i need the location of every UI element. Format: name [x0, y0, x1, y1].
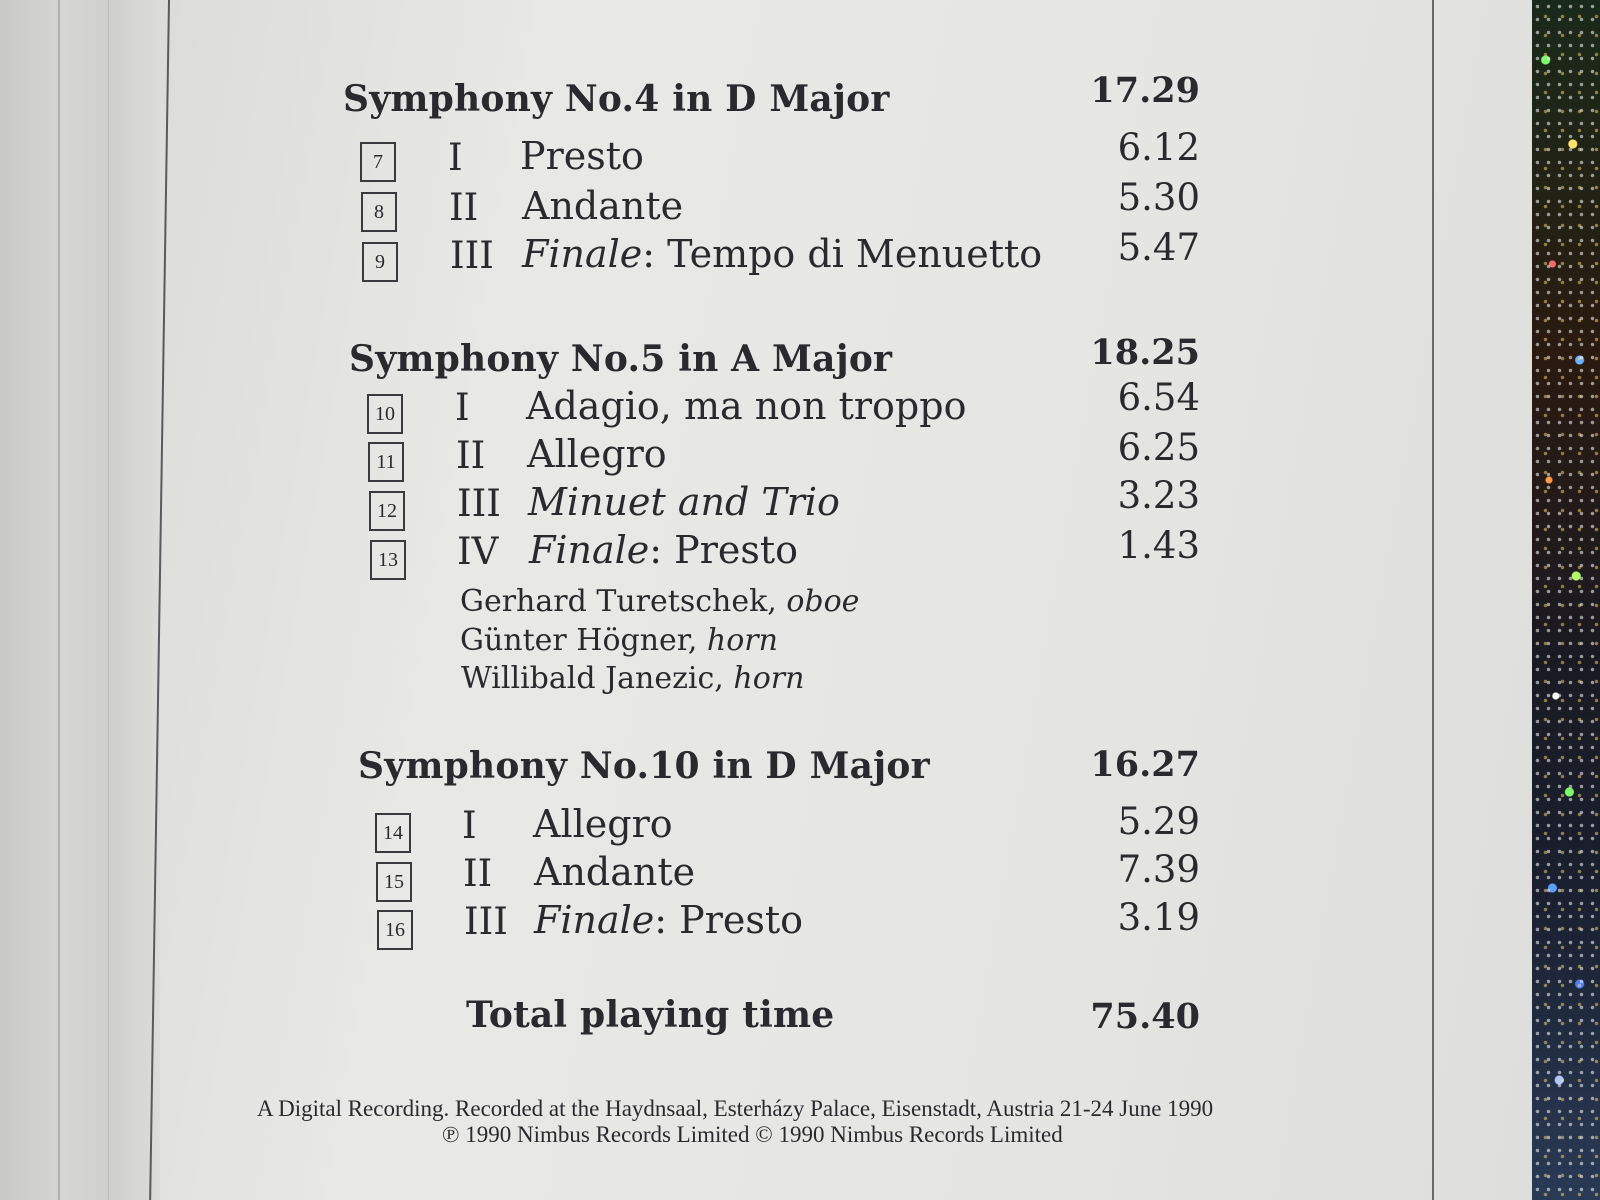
track-number: 10 [367, 394, 403, 434]
movement-name: Finale: Presto [534, 898, 804, 942]
movement-time: 6.12 [1117, 126, 1200, 169]
movement-name: Allegro [527, 432, 667, 476]
movement-name: Finale: Tempo di Menuetto [522, 232, 1043, 276]
movement-numeral: IV [457, 530, 499, 573]
movement-numeral: III [457, 482, 501, 525]
movement-numeral: II [463, 852, 493, 895]
total-playing-label: Total playing time [466, 994, 835, 1036]
symphony-title: Symphony No.10 in D Major [358, 745, 930, 787]
movement-name: Minuet and Trio [528, 480, 840, 524]
movement-time: 5.47 [1117, 226, 1200, 269]
track-number: 7 [360, 142, 396, 182]
track-number: 15 [376, 862, 412, 902]
movement-name: Andante [534, 850, 696, 894]
movement-numeral: I [462, 804, 477, 847]
performer-credit: Willibald Janezic, horn [461, 661, 805, 696]
booklet-stack-edge [0, 0, 160, 1200]
performer-credit: Günter Högner, horn [460, 623, 778, 658]
movement-time: 3.19 [1117, 896, 1200, 939]
movement-numeral: II [456, 434, 486, 477]
track-number: 12 [369, 491, 405, 531]
track-number: 11 [368, 442, 404, 482]
movement-name: Adagio, ma non troppo [526, 384, 967, 428]
movement-time: 7.39 [1117, 848, 1200, 891]
symphony-total-time: 16.27 [1090, 744, 1200, 785]
page-border-right [1432, 0, 1434, 1200]
total-playing-time: 75.40 [1090, 996, 1200, 1037]
movement-name: Presto [520, 134, 644, 178]
track-number: 14 [375, 813, 411, 853]
page-edge-line [58, 0, 60, 1200]
sparkle-pattern [1532, 0, 1600, 1200]
movement-name: Andante [522, 184, 684, 228]
movement-time: 6.54 [1117, 376, 1200, 419]
movement-numeral: I [448, 136, 463, 179]
movement-time: 6.25 [1117, 426, 1200, 469]
symphony-total-time: 17.29 [1090, 70, 1200, 111]
track-number: 9 [362, 242, 398, 282]
movement-time: 5.30 [1117, 176, 1200, 219]
performer-credit: Gerhard Turetschek, oboe [460, 584, 860, 619]
symphony-title: Symphony No.4 in D Major [343, 78, 890, 120]
recording-note: A Digital Recording. Recorded at the Haydnsaal, Esterházy Palace, Eisenstadt, Austria 21-24 June 1990 [257, 1096, 1214, 1121]
symphony-total-time: 18.25 [1090, 332, 1200, 373]
movement-time: 1.43 [1117, 524, 1200, 567]
movement-numeral: III [464, 900, 508, 943]
track-number: 13 [370, 540, 406, 580]
holographic-disc-edge [1532, 0, 1600, 1200]
movement-name: Allegro [533, 802, 673, 846]
page-edge-line [108, 0, 109, 1200]
movement-numeral: II [449, 186, 479, 229]
symphony-title: Symphony No.5 in A Major [349, 338, 893, 380]
copyright-line: ℗ 1990 Nimbus Records Limited © 1990 Nimbus Records Limited [442, 1122, 1063, 1147]
booklet-page [160, 0, 1532, 1200]
track-number: 16 [377, 910, 413, 950]
track-number: 8 [361, 192, 397, 232]
movement-numeral: III [450, 234, 494, 277]
movement-time: 3.23 [1117, 474, 1200, 517]
movement-name: Finale: Presto [529, 528, 799, 572]
movement-numeral: I [455, 386, 470, 429]
movement-time: 5.29 [1117, 800, 1200, 843]
